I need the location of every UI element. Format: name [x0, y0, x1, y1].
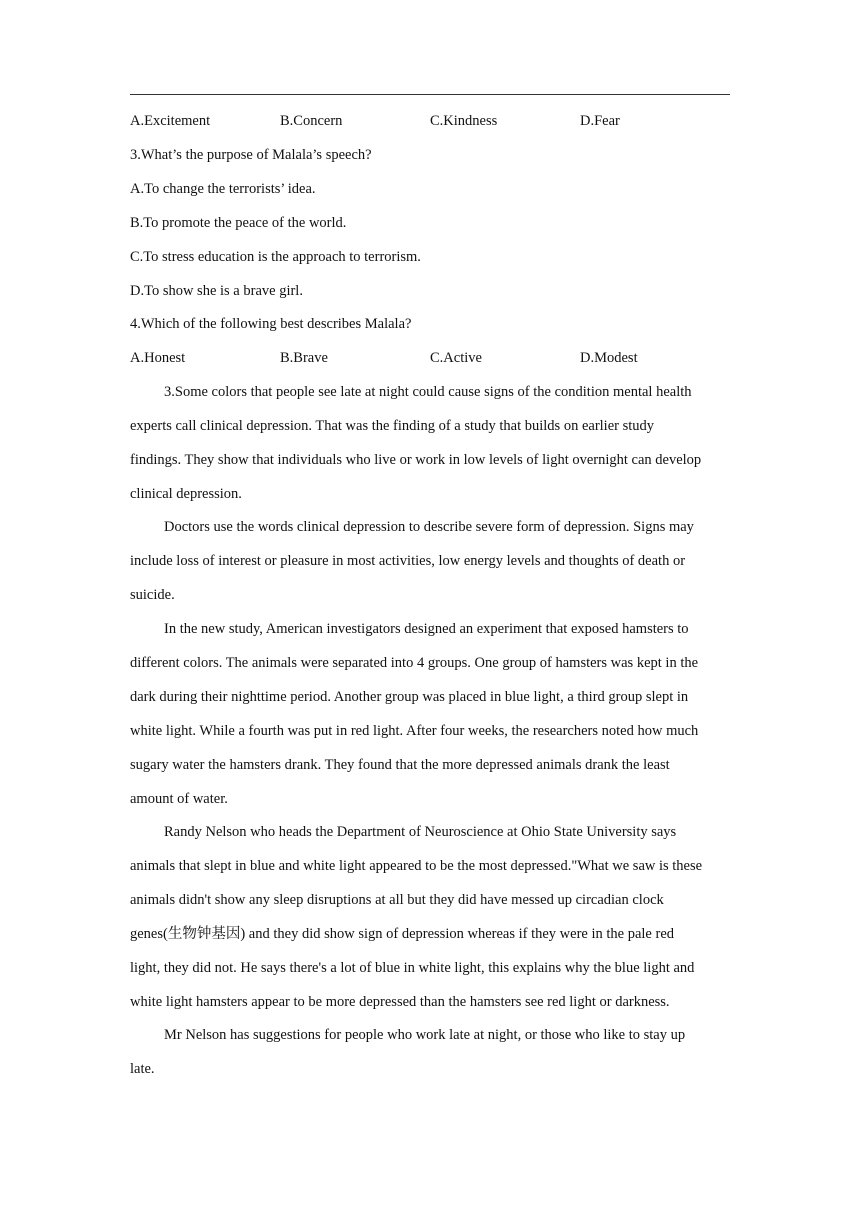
paragraph-line: different colors. The animals were separated into 4 groups. One group of hamsters was kept in the: [130, 655, 699, 671]
paragraph-line: Randy Nelson who heads the Department of Neuroscience at Ohio State University says: [164, 824, 677, 840]
q2-option-c: C.Kindness: [430, 113, 498, 129]
q3-question: 3.What’s the purpose of Malala’s speech?: [130, 147, 372, 163]
paragraph-line: genes(生物钟基因) and they did show sign of depression whereas if they were in the pale red: [130, 926, 675, 942]
paragraph-line: Doctors use the words clinical depression to describe severe form of depression. Signs may: [164, 519, 694, 535]
paragraph-line: include loss of interest or pleasure in most activities, low energy levels and thoughts of death or: [130, 553, 686, 569]
q2-option-a: A.Excitement: [130, 113, 211, 129]
q2-options-row: [130, 111, 730, 131]
paragraph-line: light, they did not. He says there's a lot of blue in white light, this explains why the blue light and: [130, 960, 695, 976]
passage-paragraph-2: [130, 510, 730, 612]
q4-option-d: D.Modest: [580, 350, 638, 366]
paragraph-line: animals that slept in blue and white light appeared to be the most depressed."What we saw is these: [130, 858, 703, 874]
paragraph-line: dark during their nighttime period. Another group was placed in blue light, a third group slept in: [130, 689, 689, 705]
passage-paragraph-4: [130, 815, 730, 1019]
header-rule: [130, 94, 730, 95]
paragraph-line: white light. While a fourth was put in red light. After four weeks, the researchers noted how much: [130, 723, 699, 739]
q3-option-c: C.To stress education is the approach to terrorism.: [130, 249, 421, 265]
paragraph-line: amount of water.: [130, 791, 228, 807]
q2-option-d: D.Fear: [580, 113, 620, 129]
q4-option-c: C.Active: [430, 350, 482, 366]
q3-option-d: D.To show she is a brave girl.: [130, 283, 303, 299]
passage-paragraph-5: [130, 1018, 730, 1086]
q2-option-b: B.Concern: [280, 113, 343, 129]
paragraph-line: In the new study, American investigators designed an experiment that exposed hamsters to: [164, 621, 689, 637]
paragraph-line: animals didn't show any sleep disruptions at all but they did have messed up circadian clock: [130, 892, 664, 908]
passage-paragraph-3: [130, 612, 730, 816]
paragraph-line: Mr Nelson has suggestions for people who work late at night, or those who like to stay up: [164, 1027, 686, 1043]
passage-paragraph-1: [130, 375, 730, 511]
q3-option-b: B.To promote the peace of the world.: [130, 215, 347, 231]
paragraph-line: findings. They show that individuals who live or work in low levels of light overnight can develop: [130, 452, 702, 468]
q3-option-a: A.To change the terrorists’ idea.: [130, 181, 316, 197]
paragraph-line: clinical depression.: [130, 486, 242, 502]
q4-question: 4.Which of the following best describes Malala?: [130, 316, 412, 332]
paragraph-line: 3.Some colors that people see late at night could cause signs of the condition mental health: [164, 384, 692, 400]
paragraph-line: late.: [130, 1061, 155, 1077]
paragraph-line: sugary water the hamsters drank. They found that the more depressed animals drank the least: [130, 757, 670, 773]
paragraph-line: white light hamsters appear to be more depressed than the hamsters see red light or darkness.: [130, 994, 670, 1010]
q4-option-b: B.Brave: [280, 350, 328, 366]
paragraph-line: experts call clinical depression. That was the finding of a study that builds on earlier study: [130, 418, 655, 434]
q4-option-a: A.Honest: [130, 350, 186, 366]
q4-options-row: [130, 348, 730, 368]
paragraph-line: suicide.: [130, 587, 175, 603]
